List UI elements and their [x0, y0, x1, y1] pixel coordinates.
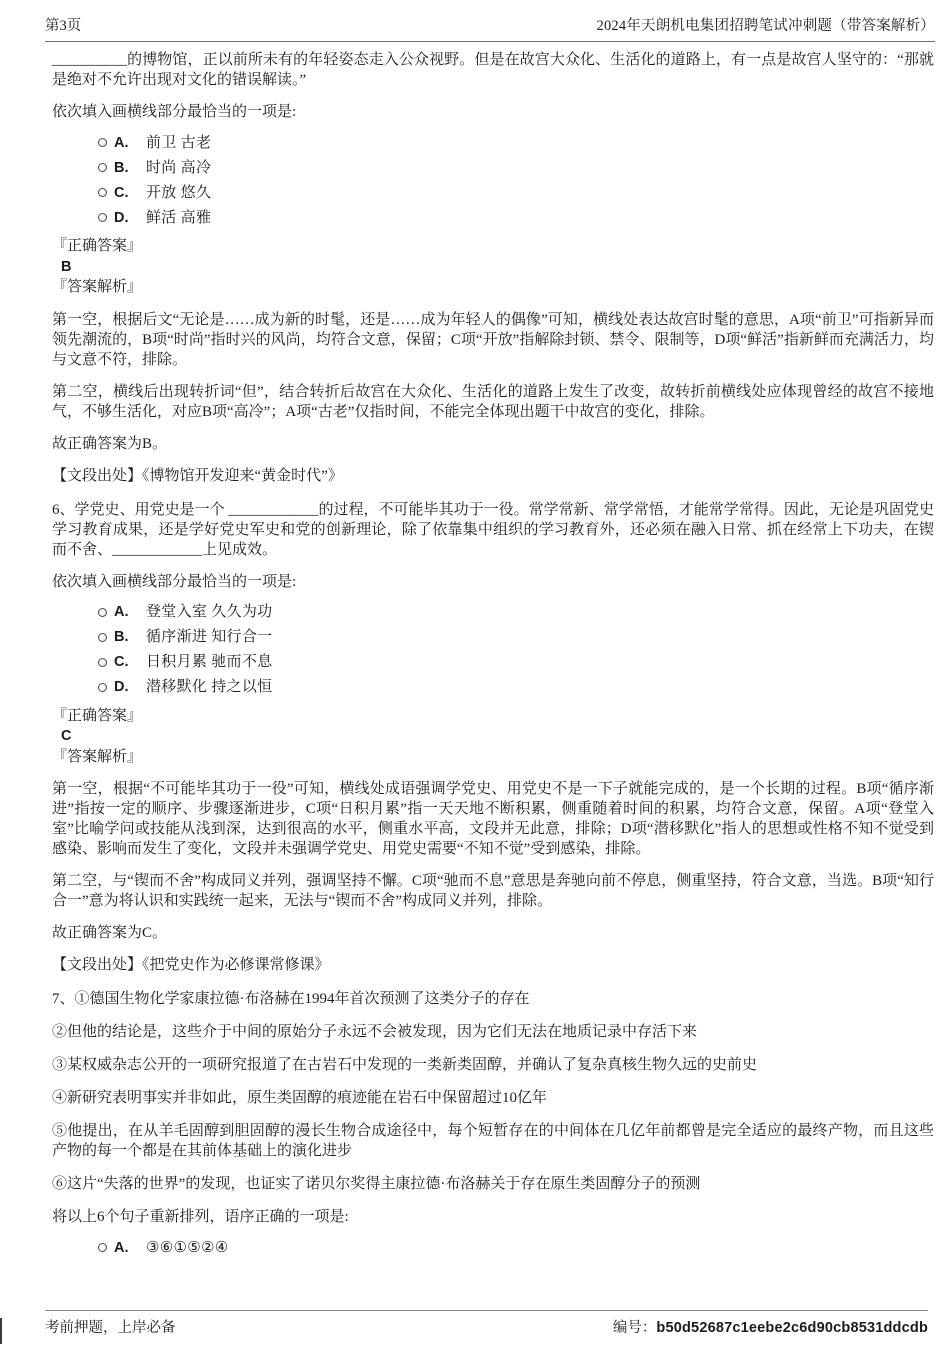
question-prompt: 将以上6个句子重新排列，语序正确的一项是:: [52, 1209, 349, 1225]
option-a[interactable]: [98, 130, 934, 155]
document-title: 2024年天朗机电集团招聘笔试冲刺题（带答案解析）: [596, 18, 935, 34]
radio-icon[interactable]: [98, 633, 107, 642]
option-letter: A.: [114, 1239, 129, 1256]
options-list: [52, 1235, 934, 1260]
options-list: [52, 600, 934, 700]
radio-icon[interactable]: [98, 1243, 107, 1252]
analysis-label: 『答案解析』: [52, 279, 143, 295]
conclusion-line: 故正确答案为C。: [52, 925, 168, 941]
option-letter: A.: [114, 604, 129, 620]
option-letter: B.: [114, 629, 129, 645]
option-b[interactable]: [98, 625, 934, 650]
sentence-3: ③某权威杂志公开的一项研究报道了在古岩石中发现的一类新类固醇，并确认了复杂真核生物久远的史前史: [52, 1057, 758, 1073]
option-text: 开放 悠久: [146, 184, 212, 201]
sentence-6: ⑥这片“失落的世界”的发现，也证实了诺贝尔奖得主康拉德·布洛赫关于存在原生类固醇分子的预测: [52, 1176, 701, 1192]
option-letter: B.: [114, 159, 129, 176]
correct-answer-value: C: [61, 728, 72, 744]
correct-answer-label: 『正确答案』: [52, 238, 143, 254]
sentence-1: 7、①德国生物化学家康拉德·布洛赫在1994年首次预测了这类分子的存在: [52, 991, 530, 1007]
radio-icon[interactable]: [98, 658, 107, 667]
serial-code: b50d52687c1eebe2c6d90cb8531ddcdb: [656, 1320, 928, 1336]
question-prompt: 依次填入画横线部分最恰当的一项是:: [52, 573, 297, 590]
question-7-block: [52, 989, 934, 1260]
correct-answer-value: B: [61, 258, 72, 275]
option-letter: D.: [114, 679, 129, 695]
question-passage: 6、学党史、用党史是一个 ____________的过程，不可能毕其功于一役。常学常新、常学常悟，才能常学常得。因此，无论是巩固党史学习教育成果，还是学好党史军史和党的创新理论，除了依靠集中组织的学习教育外，还必须在融入日常、抓在经常上下功夫，在锲而不舍、____________上见成效。: [52, 501, 934, 558]
correct-answer-label: 『正确答案』: [52, 707, 143, 724]
serial-label: 编号：: [612, 1320, 657, 1336]
question-passage: __________的博物馆，正以前所未有的年轻姿态走入公众视野。但是在故宫大众化、生活化的道路上，有一点是故宫人坚守的：“那就是绝对不允许出现对文化的错误解读。”: [52, 52, 934, 88]
radio-icon[interactable]: [98, 683, 107, 692]
source-line: 【文段出处】《博物馆开发迎来“黄金时代”》: [52, 467, 343, 484]
option-text: 登堂入室 久久为功: [146, 604, 273, 620]
analysis-paragraph: 第二空，横线后出现转折词“但”，结合转折后故宫在大众化、生活化的道路上发生了改变，故转折前横线处应体现曾经的故宫不接地气，不够生活化，对应B项“高冷”；A项“古老”仅指时间，不能完全体现出题干中故宫的变化，排除。: [52, 383, 934, 420]
option-c[interactable]: [98, 650, 934, 675]
option-text: 潜移默化 持之以恒: [146, 679, 273, 695]
page-number: 第3页: [45, 18, 82, 34]
radio-icon[interactable]: [98, 138, 107, 147]
sentence-5: ⑤他提出，在从羊毛固醇到胆固醇的漫长生物合成途径中，每个短暂存在的中间体在几亿年前都曾是完全适应的最终产物，而且这些产物的每一个都是在其前体基础上的演化进步: [52, 1123, 934, 1159]
option-letter: D.: [114, 209, 129, 226]
option-d[interactable]: [98, 675, 934, 700]
radio-icon[interactable]: [98, 163, 107, 172]
option-text: 日积月累 驰而不息: [146, 654, 273, 670]
option-text: ③⑥①⑤②④: [146, 1239, 229, 1256]
footer-slogan: 考前押题，上岸必备: [45, 1320, 176, 1336]
option-a[interactable]: [98, 600, 934, 625]
option-letter: C.: [114, 184, 129, 201]
source-line: 【文段出处】《把党史作为必修课常修课》: [52, 957, 330, 973]
question-prompt: 依次填入画横线部分最恰当的一项是:: [52, 104, 297, 120]
page-header: [45, 14, 935, 42]
sentence-4: ④新研究表明事实并非如此，原生类固醇的痕迹能在岩石中保留超过10亿年: [52, 1090, 548, 1106]
question-5-block: [52, 50, 934, 486]
analysis-label: 『答案解析』: [52, 748, 143, 765]
option-letter: C.: [114, 654, 129, 670]
option-b[interactable]: [98, 155, 934, 180]
option-letter: A.: [114, 134, 129, 151]
page-edge-mark: [0, 1318, 2, 1344]
conclusion-line: 故正确答案为B。: [52, 435, 168, 452]
option-c[interactable]: [98, 180, 934, 205]
analysis-paragraph: 第二空，与“锲而不舍”构成同义并列，强调坚持不懈。C项“驰而不息”意思是奔驰向前不停息，侧重坚持，符合文意，当选。B项“知行合一”意为将认识和实践统一起来，无法与“锲而不舍”构成同义并列，排除。: [52, 873, 934, 909]
page-content: [52, 50, 934, 1260]
radio-icon[interactable]: [98, 213, 107, 222]
options-list: [52, 130, 934, 230]
option-text: 时尚 高冷: [146, 159, 212, 176]
option-a[interactable]: [98, 1235, 934, 1260]
option-d[interactable]: [98, 205, 934, 230]
radio-icon[interactable]: [98, 608, 107, 617]
analysis-paragraph: 第一空，根据“不可能毕其功于一役”可知，横线处成语强调学党史、用党史不是一下子就能完成的，是一个长期的过程。B项“循序渐进”指按一定的顺序、步骤逐渐进步，C项“日积月累”指一天天地不断积累，侧重随着时间的积累，均符合文意，保留。A项“登堂入室”比喻学问或技能从浅到深，达到很高的水平，侧重水平高，文段并无此意，排除；D项“潜移默化”指人的思想或性格不知不觉受到感染、影响而发生了变化，文段并未强调学党史、用党史需要“不知不觉”受到感染，排除。: [52, 781, 934, 857]
option-text: 鲜活 高雅: [146, 209, 212, 226]
question-6-block: [52, 500, 934, 976]
footer-serial: [613, 1316, 928, 1337]
sentence-2: ②但他的结论是，这些介于中间的原始分子永远不会被发现，因为它们无法在地质记录中存活下来: [52, 1024, 698, 1040]
answer-block: [52, 236, 934, 298]
page-footer: [45, 1310, 928, 1337]
option-text: 循序渐进 知行合一: [146, 629, 273, 645]
answer-block: [52, 706, 934, 768]
analysis-paragraph: 第一空，根据后文“无论是……成为新的时髦，还是……成为年轻人的偶像”可知，横线处表达故宫时髦的意思，A项“前卫”可指新异而领先潮流的，B项“时尚”指时兴的风尚，均符合文意，保留；C项“开放”指解除封锁、禁令、限制等，D项“鲜活”指新鲜而充满活力，均与文意不符，排除。: [52, 311, 934, 368]
option-text: 前卫 古老: [146, 134, 212, 151]
radio-icon[interactable]: [98, 188, 107, 197]
